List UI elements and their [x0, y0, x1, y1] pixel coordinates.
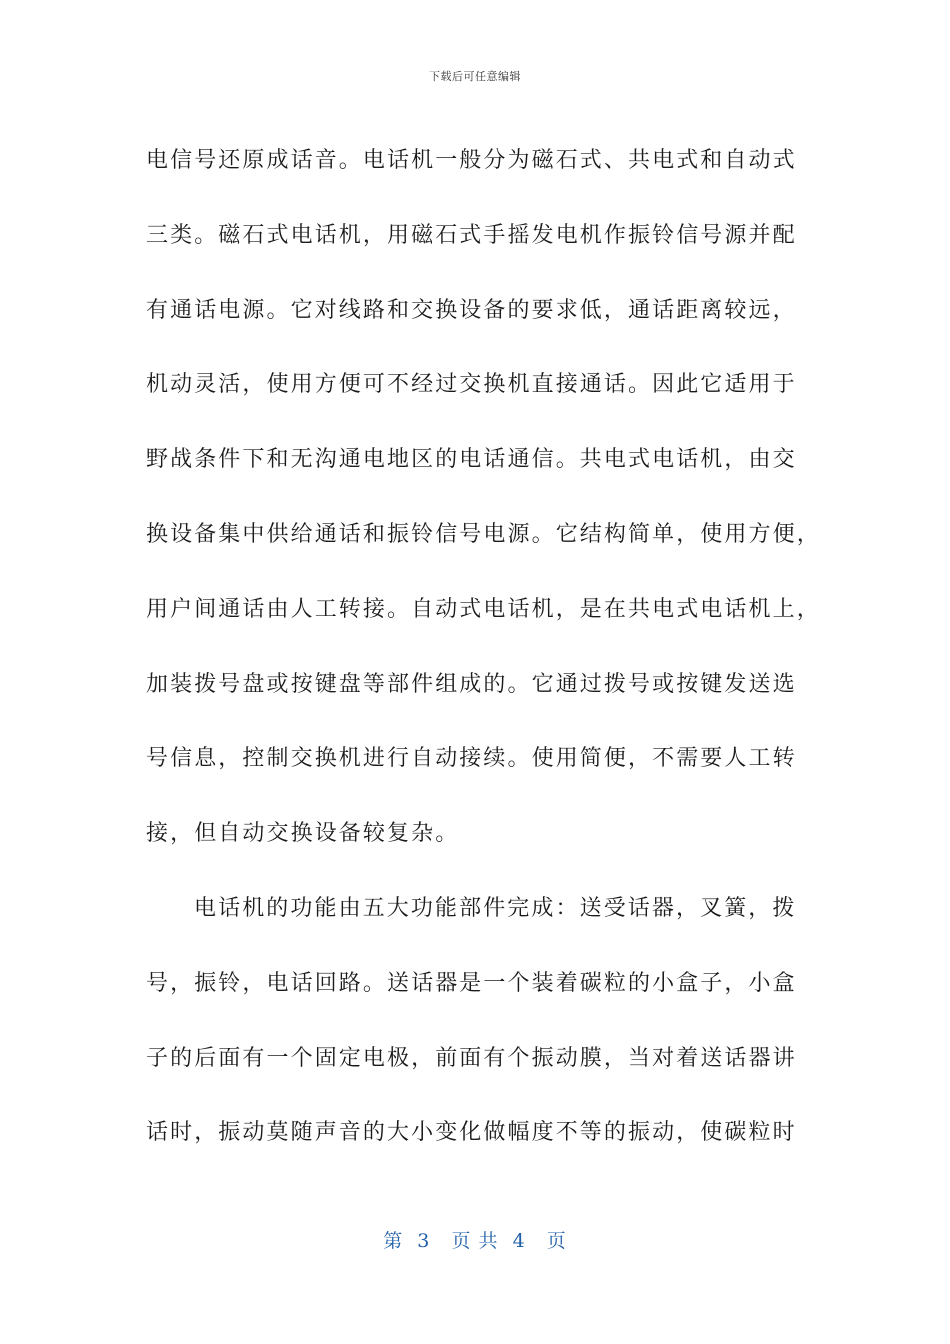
document-body: [146, 124, 821, 1171]
text-line: 话时，振动莫随声音的大小变化做幅度不等的振动，使碳粒时: [146, 1120, 797, 1146]
text-line: 三类。磁石式电话机，用磁石式手摇发电机作振铃信号源并配: [146, 222, 797, 248]
text-line: 加装拨号盘或按键盘等部件组成的。它通过拨号或按键发送选: [146, 671, 797, 697]
page-header: 下载后可任意编辑: [429, 70, 521, 83]
text-line: 机动灵活，使用方便可不经过交换机直接通话。因此它适用于: [146, 372, 797, 398]
text-line: 电信号还原成话音。电话机一般分为磁石式、共电式和自动式: [146, 148, 797, 173]
paragraph-first-line: 电话机的功能由五大功能部件完成：送受话器，叉簧，拨: [194, 895, 797, 921]
text-line: 有通话电源。它对线路和交换设备的要求低，通话距离较远，: [146, 297, 797, 323]
text-line: 野战条件下和无沟通电地区的电话通信。共电式电话机，由交: [146, 447, 797, 473]
text-line: 号信息，控制交换机进行自动接续。使用简便，不需要人工转: [146, 746, 797, 772]
text-line: 用户间通话由人工转接。自动式电话机，是在共电式电话机上，: [146, 596, 821, 622]
text-line: 子的后面有一个固定电极，前面有个振动膜，当对着送话器讲: [146, 1045, 797, 1071]
text-line: 换设备集中供给通话和振铃信号电源。它结构简单，使用方便，: [146, 521, 821, 547]
page-number-footer: 第 3 页 共 4 页: [383, 1230, 567, 1252]
text-line: 号，振铃，电话回路。送话器是一个装着碳粒的小盒子，小盒: [146, 970, 797, 996]
text-line: 接，但自动交换设备较复杂。: [146, 821, 460, 847]
